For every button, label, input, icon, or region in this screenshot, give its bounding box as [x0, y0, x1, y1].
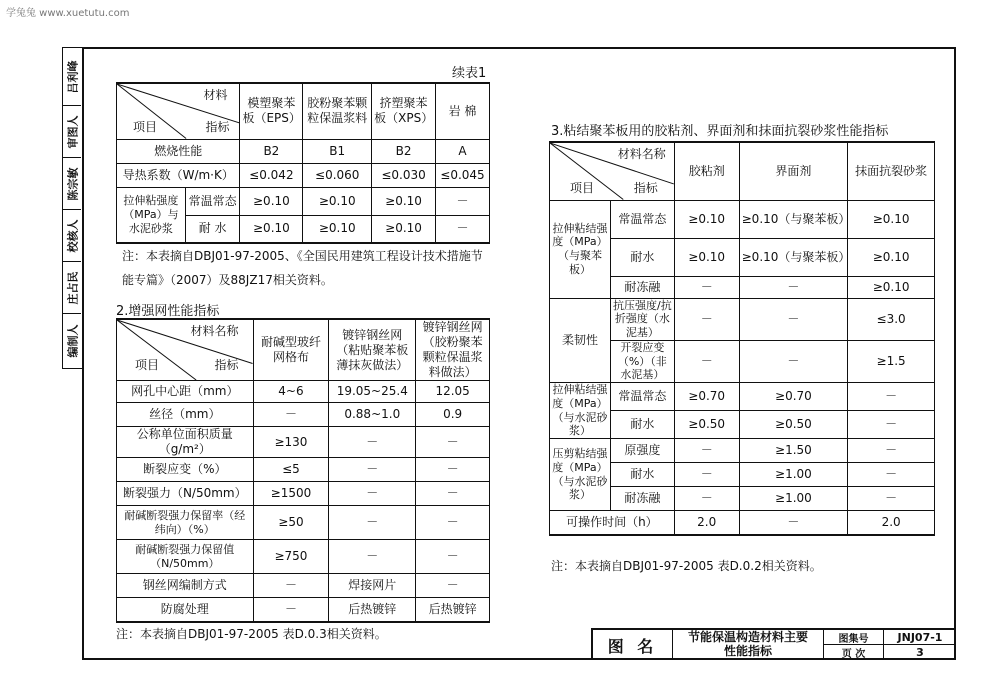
- cell: 0.88~1.0: [329, 403, 416, 427]
- cell: 12.05: [416, 381, 490, 403]
- cell: ≥0.50: [739, 411, 848, 439]
- row-label: 断裂强力（N/50mm）: [117, 482, 254, 506]
- row-label: 耐水: [610, 411, 674, 439]
- cell: －: [416, 427, 490, 458]
- row-label: 钢丝网编制方式: [117, 574, 254, 598]
- page-label: 页 次: [824, 645, 884, 660]
- row-label: 丝径（mm）: [117, 403, 254, 427]
- cell: B1: [303, 139, 372, 163]
- row-label: 开裂应变（%）（非水泥基）: [610, 340, 674, 382]
- row-group-label: 柔韧性: [550, 298, 611, 383]
- sidebar-cell: 庄占民: [63, 262, 81, 314]
- column-header: 界面剂: [739, 142, 848, 200]
- row-label: 原强度: [610, 439, 674, 463]
- cell: 0.9: [416, 403, 490, 427]
- row-label: 防腐处理: [117, 598, 254, 622]
- row-label: 常温常态: [610, 200, 674, 238]
- cell: ≥0.10（与聚苯板）: [739, 200, 848, 238]
- cell: －: [436, 187, 490, 215]
- table-2: [116, 318, 490, 623]
- cell: －: [739, 511, 848, 535]
- row-group-label: 拉伸粘结强度（MPa）（与聚苯板）: [550, 200, 611, 298]
- table-3: [549, 141, 935, 536]
- sidebar-cell: 吕利峰: [63, 48, 81, 106]
- cell: －: [416, 574, 490, 598]
- row-label: 耐冻融: [610, 487, 674, 511]
- cell: ≥1.50: [739, 439, 848, 463]
- cell: ≤0.030: [372, 163, 436, 187]
- atlas-number: JNJ07-1: [884, 630, 956, 645]
- cell: －: [436, 215, 490, 243]
- cell: －: [848, 411, 935, 439]
- cell: －: [674, 276, 739, 298]
- cell: －: [848, 463, 935, 487]
- cell: －: [674, 340, 739, 382]
- row-group-label: 拉伸粘结强度（MPa）（与水泥砂浆）: [550, 383, 611, 439]
- sidebar-cell: 陈宗敏: [63, 158, 81, 210]
- cell: ≥0.10（与聚苯板）: [739, 238, 848, 276]
- cell: ≥750: [253, 540, 329, 574]
- cell: －: [329, 427, 416, 458]
- table-1: [116, 82, 490, 244]
- sidebar-cell: 审图人: [63, 106, 81, 158]
- cell: ≥0.10: [848, 276, 935, 298]
- atlas-label: 图集号: [824, 630, 884, 645]
- cell: －: [253, 574, 329, 598]
- table-3-note: 注：本表摘自DBJ01-97-2005 表D.0.2相关资料。: [551, 559, 822, 573]
- column-header: 挤塑聚苯板（XPS）: [372, 83, 436, 139]
- cell: ≥0.10: [372, 215, 436, 243]
- cell: －: [674, 463, 739, 487]
- cell: ≥1500: [253, 482, 329, 506]
- row-group-label: 拉伸粘强度（MPa）与水泥砂浆: [117, 187, 186, 243]
- cell: ≥0.10: [848, 200, 935, 238]
- cell: B2: [240, 139, 303, 163]
- cell: ≥1.5: [848, 340, 935, 382]
- cell: ≥0.10: [848, 238, 935, 276]
- cell: －: [416, 482, 490, 506]
- row-label: 耐 水: [185, 215, 240, 243]
- column-header: 抹面抗裂砂浆: [848, 142, 935, 200]
- sidebar-signature-strip: [62, 47, 82, 369]
- sidebar-cell: 校核人: [63, 210, 81, 262]
- cell: ≤0.042: [240, 163, 303, 187]
- cell: －: [739, 298, 848, 340]
- cell: －: [329, 506, 416, 540]
- cell: －: [329, 458, 416, 482]
- continued-label: 续表1: [452, 66, 487, 81]
- cell: ≥0.50: [674, 411, 739, 439]
- cell: －: [253, 403, 329, 427]
- cell: ≥0.10: [240, 215, 303, 243]
- cell: 4~6: [253, 381, 329, 403]
- column-header: 镀锌钢丝网（胶粉聚苯颗粒保温浆料做法）: [416, 319, 490, 381]
- cell: ≥0.10: [674, 238, 739, 276]
- table-header-diagonal: 材料名称 指标 项目: [550, 142, 675, 200]
- cell: 后热镀锌: [416, 598, 490, 622]
- cell: ≤3.0: [848, 298, 935, 340]
- cell: －: [674, 298, 739, 340]
- table-2-title: 2.增强网性能指标: [116, 304, 220, 319]
- cell: －: [329, 540, 416, 574]
- row-label: 耐碱断裂强力保留值（N/50mm）: [117, 540, 254, 574]
- column-header: 耐碱型玻纤网格布: [253, 319, 329, 381]
- column-header: 胶粘剂: [674, 142, 739, 200]
- cell: －: [253, 598, 329, 622]
- cell: ≤5: [253, 458, 329, 482]
- row-label: 常温常态: [610, 383, 674, 411]
- row-label: 燃烧性能: [117, 139, 240, 163]
- cell: 19.05~25.4: [329, 381, 416, 403]
- table-3-title: 3.粘结聚苯板用的胶粘剂、界面剂和抹面抗裂砂浆性能指标: [551, 124, 889, 139]
- cell: 2.0: [674, 511, 739, 535]
- cell: 焊接网片: [329, 574, 416, 598]
- cell: －: [848, 383, 935, 411]
- cell: ≥50: [253, 506, 329, 540]
- sidebar-cell: 编制人: [66, 324, 79, 357]
- table-1-note: 注：本表摘自DBJ01-97-2005、《全国民用建筑工程设计技术措施节能专篇》（2007）及88JZ17相关资料。: [122, 249, 483, 287]
- page-number: 3: [916, 646, 924, 659]
- cell: －: [329, 482, 416, 506]
- row-label: 断裂应变（%）: [117, 458, 254, 482]
- cell: ≥1.00: [739, 463, 848, 487]
- row-label: 耐水: [610, 463, 674, 487]
- cell: ≥0.70: [739, 383, 848, 411]
- cell: ≥0.10: [674, 200, 739, 238]
- row-group-label: 压剪粘结强度（MPa）（与水泥砂浆）: [550, 439, 611, 511]
- row-label: 耐水: [610, 238, 674, 276]
- cell: 2.0: [848, 511, 935, 535]
- cell: ≥1.00: [739, 487, 848, 511]
- row-label: 公称单位面积质量（g/m²）: [117, 427, 254, 458]
- cell: －: [739, 276, 848, 298]
- cell: ≥0.10: [240, 187, 303, 215]
- cell: －: [848, 487, 935, 511]
- cell: A: [436, 139, 490, 163]
- row-label: 网孔中心距（mm）: [117, 381, 254, 403]
- cell: ≤0.060: [303, 163, 372, 187]
- title-block-label: 图 名: [593, 630, 673, 660]
- cell: －: [674, 487, 739, 511]
- watermark: 学兔兔 www.xuetutu.com: [6, 8, 130, 19]
- cell: －: [848, 439, 935, 463]
- row-label: 耐碱断裂强力保留率（经纬向）（%）: [117, 506, 254, 540]
- title-block: [591, 628, 956, 660]
- cell: －: [416, 540, 490, 574]
- row-label: 常温常态: [185, 187, 240, 215]
- cell: ≥0.10: [303, 215, 372, 243]
- cell: ≥130: [253, 427, 329, 458]
- row-label: 耐冻融: [610, 276, 674, 298]
- drawing-name: 节能保温构造材料主要性能指标: [673, 630, 824, 660]
- table-header-diagonal: 材料名称 指标 项目: [117, 319, 254, 381]
- table-header-diagonal: 材料 指标 项目: [117, 83, 240, 139]
- cell: ≥0.10: [303, 187, 372, 215]
- column-header: 镀锌钢丝网（粘贴聚苯板薄抹灰做法）: [329, 319, 416, 381]
- cell: B2: [372, 139, 436, 163]
- column-header: 模塑聚苯板（EPS）: [240, 83, 303, 139]
- column-header: 岩 棉: [436, 83, 490, 139]
- cell: ≤0.045: [436, 163, 490, 187]
- cell: －: [674, 439, 739, 463]
- cell: －: [416, 506, 490, 540]
- row-label: 导热系数（W/m·K）: [117, 163, 240, 187]
- table-2-note: 注：本表摘自DBJ01-97-2005 表D.0.3相关资料。: [116, 627, 387, 641]
- column-header: 胶粉聚苯颗粒保温浆料: [303, 83, 372, 139]
- cell: －: [739, 340, 848, 382]
- cell: ≥0.70: [674, 383, 739, 411]
- cell: －: [416, 458, 490, 482]
- row-label: 抗压强度/抗折强度（水泥基）: [610, 298, 674, 340]
- cell: 后热镀锌: [329, 598, 416, 622]
- row-label: 可操作时间（h）: [550, 511, 675, 535]
- cell: ≥0.10: [372, 187, 436, 215]
